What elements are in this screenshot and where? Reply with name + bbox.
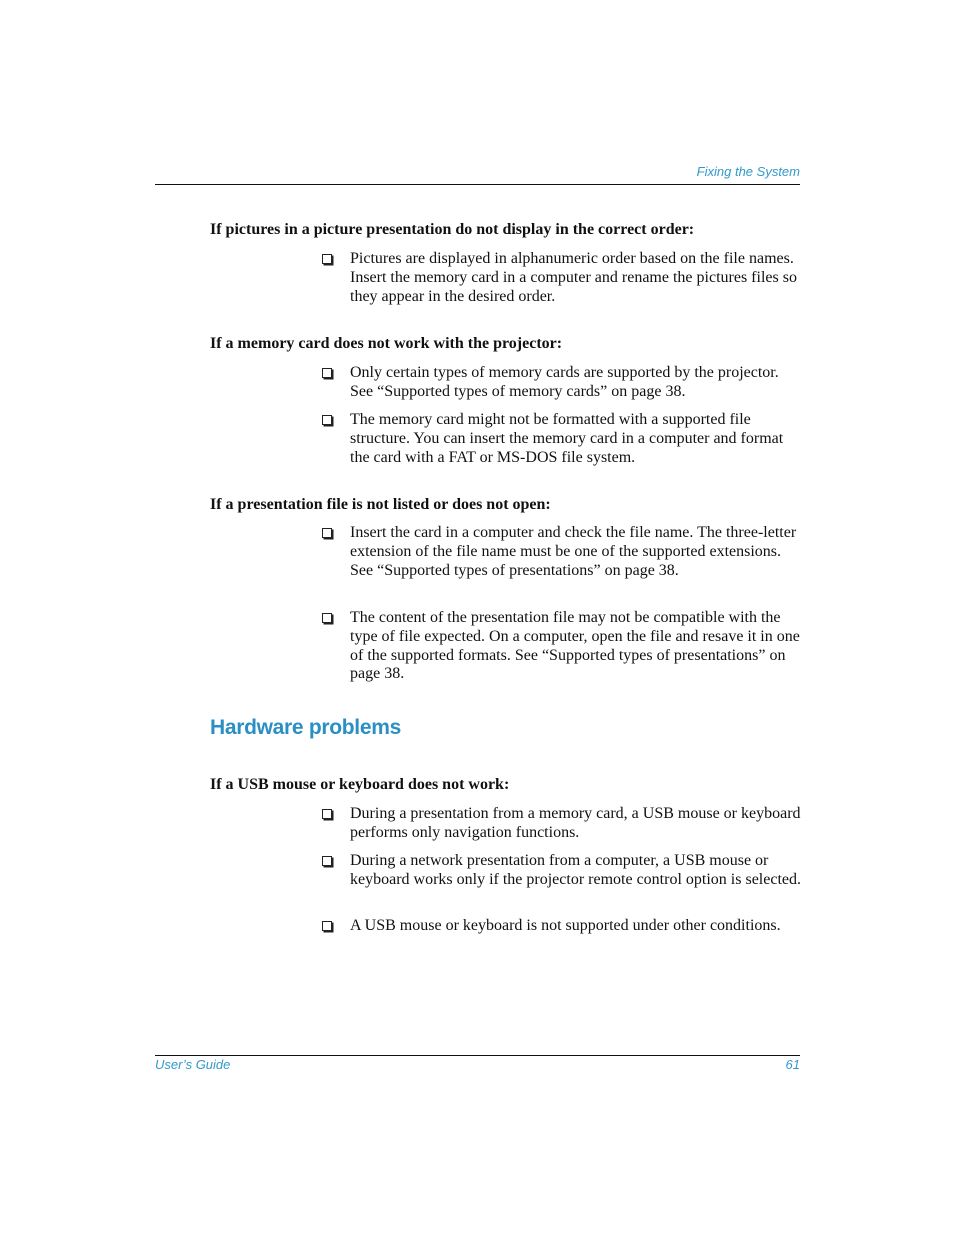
footer-rule [155, 1055, 800, 1056]
checkbox-bullet-icon [322, 415, 332, 425]
checkbox-bullet-icon [322, 528, 332, 538]
list-item-text: Only certain types of memory cards are supported by the projector. See “Supported types of memory cards” on page 38. [350, 364, 779, 400]
list-item [322, 852, 802, 890]
list-item [322, 411, 802, 467]
checkbox-bullet-icon [322, 856, 332, 866]
list-item-text: A USB mouse or keyboard is not supported under other conditions. [350, 917, 781, 934]
checkbox-bullet-icon [322, 254, 332, 264]
list-item-text: The memory card might not be formatted with a supported file structure. You can insert the memory card in a computer and format the card with a FAT or MS-DOS file system. [350, 411, 784, 466]
list-item-text: Insert the card in a computer and check the file name. The three-letter extension of the file name must be one of the supported extensions. See “Supported types of presentations” on page 38. [350, 524, 797, 579]
list-item [322, 524, 802, 580]
checkbox-bullet-icon [322, 921, 332, 931]
list-item-text: Pictures are displayed in alphanumeric order based on the file names. Insert the memory card in a computer and rename the pictures files so they appear in the desired order. [350, 250, 797, 305]
list-item [322, 609, 802, 684]
subheading-presentation-file: If a presentation file is not listed or does not open: [210, 496, 551, 513]
page-number: 61 [785, 1057, 800, 1072]
section-title-hardware-problems: Hardware problems [210, 716, 401, 739]
checkbox-bullet-icon [322, 368, 332, 378]
subheading-usb-mouse-keyboard: If a USB mouse or keyboard does not work: [210, 776, 510, 793]
list-item [322, 805, 802, 843]
header-rule [155, 184, 800, 185]
list-item [322, 917, 802, 936]
subheading-picture-order: If pictures in a picture presentation do not display in the correct order: [210, 221, 695, 238]
list-item-text: During a network presentation from a computer, a USB mouse or keyboard works only if the projector remote control option is selected. [350, 852, 801, 888]
checkbox-bullet-icon [322, 809, 332, 819]
list-item [322, 364, 802, 402]
subheading-memory-card: If a memory card does not work with the projector: [210, 335, 563, 352]
list-item [322, 250, 802, 306]
footer-guide-name: User’s Guide [155, 1057, 231, 1072]
checkbox-bullet-icon [322, 613, 332, 623]
list-item-text: During a presentation from a memory card, a USB mouse or keyboard performs only navigation functions. [350, 805, 801, 841]
list-item-text: The content of the presentation file may not be compatible with the type of file expected. On a computer, open the file and resave it in one of the supported formats. See “Supported types of presentations” on page 38. [350, 609, 800, 683]
running-header: Fixing the System [696, 164, 800, 179]
